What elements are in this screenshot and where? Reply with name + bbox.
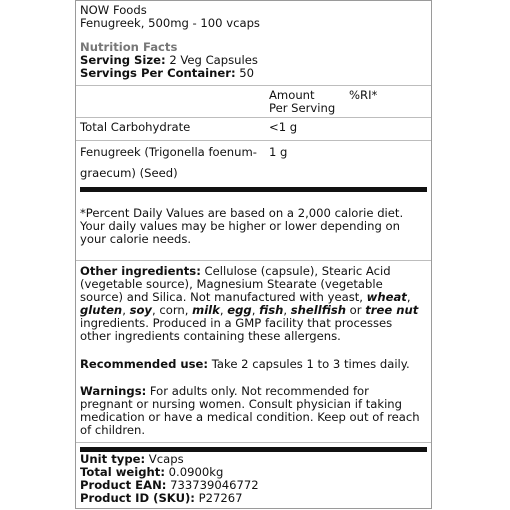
total-weight: Total weight: 0.0900kg	[80, 465, 224, 479]
recommended-use: Recommended use: Take 2 capsules 1 to 3 times daily.	[80, 357, 410, 371]
allergen-soy: soy	[129, 303, 152, 317]
footnote-line-3: your calorie needs.	[80, 232, 192, 246]
brand-name: NOW Foods	[80, 3, 147, 17]
serving-size-value: 2 Veg Capsules	[169, 53, 258, 67]
footnote-line-2: Your daily values may be higher or lower depending on	[80, 219, 400, 233]
warnings-line-1: Warnings: For adults only. Not recommended for	[80, 384, 369, 398]
divider	[76, 85, 431, 86]
unit-type: Unit type: Vcaps	[80, 452, 184, 466]
serving-size-label: Serving Size:	[80, 53, 166, 67]
divider	[76, 260, 431, 261]
allergen-milk: milk	[192, 303, 220, 317]
row-amount-total-carbohydrate: <1 g	[269, 120, 298, 134]
col-amount-header-2: Per Serving	[269, 101, 336, 115]
warnings-line-4: of children.	[80, 423, 146, 437]
allergen-wheat: wheat	[366, 290, 407, 304]
col-amount-header-1: Amount	[269, 88, 315, 102]
ingredients-line-5: ingredients. Produced in a GMP facility that processes	[80, 316, 393, 330]
product-sku: Product ID (SKU): P27267	[80, 491, 243, 505]
nutrition-facts-title: Nutrition Facts	[80, 40, 178, 54]
product-title: Fenugreek, 500mg - 100 vcaps	[80, 16, 260, 30]
ingredients-line-4: gluten, soy, corn, milk, egg, fish, shellfish or tree nut	[80, 303, 419, 317]
servings-value: 50	[239, 66, 255, 80]
col-ri-header: %RI*	[349, 88, 378, 102]
row-name-fenugreek-line2: graecum) (Seed)	[80, 166, 178, 180]
allergen-egg: egg	[227, 303, 252, 317]
warnings-label: Warnings:	[80, 384, 147, 398]
thick-divider	[80, 187, 427, 192]
ingredients-line-6: other ingredients containing these allergens.	[80, 329, 341, 343]
divider	[76, 140, 431, 141]
servings-per-container	[80, 67, 427, 80]
row-name-fenugreek-line1: Fenugreek (Trigonella foenum-	[80, 145, 257, 159]
ingredients-line-1: Other ingredients: Cellulose (capsule), Stearic Acid	[80, 264, 391, 278]
product-ean: Product EAN: 733739046772	[80, 478, 259, 492]
allergen-fish: fish	[259, 303, 284, 317]
allergen-gluten: gluten	[80, 303, 123, 317]
recommended-use-label: Recommended use:	[80, 357, 209, 371]
allergen-shellfish: shellfish	[290, 303, 346, 317]
row-amount-fenugreek: 1 g	[269, 145, 288, 159]
servings-label: Servings Per Container:	[80, 66, 236, 80]
row-name-total-carbohydrate: Total Carbohydrate	[80, 120, 191, 134]
allergen-tree-nut: tree nut	[365, 303, 419, 317]
warnings-line-2: pregnant or nursing women. Consult physician if taking	[80, 397, 402, 411]
footnote-line-1: *Percent Daily Values are based on a 2,000 calorie diet.	[80, 206, 404, 220]
warnings-line-3: medication or have a medical condition. Keep out of reach	[80, 410, 420, 424]
divider	[76, 442, 431, 443]
ingredients-line-2: (vegetable source), Magnesium Stearate (vegetable	[80, 277, 383, 291]
ingredients-label: Other ingredients:	[80, 264, 201, 278]
ingredients-line-3: source) and Silica. Not manufactured with yeast, wheat,	[80, 290, 411, 304]
divider	[76, 117, 431, 118]
product-label-panel	[75, 0, 432, 509]
